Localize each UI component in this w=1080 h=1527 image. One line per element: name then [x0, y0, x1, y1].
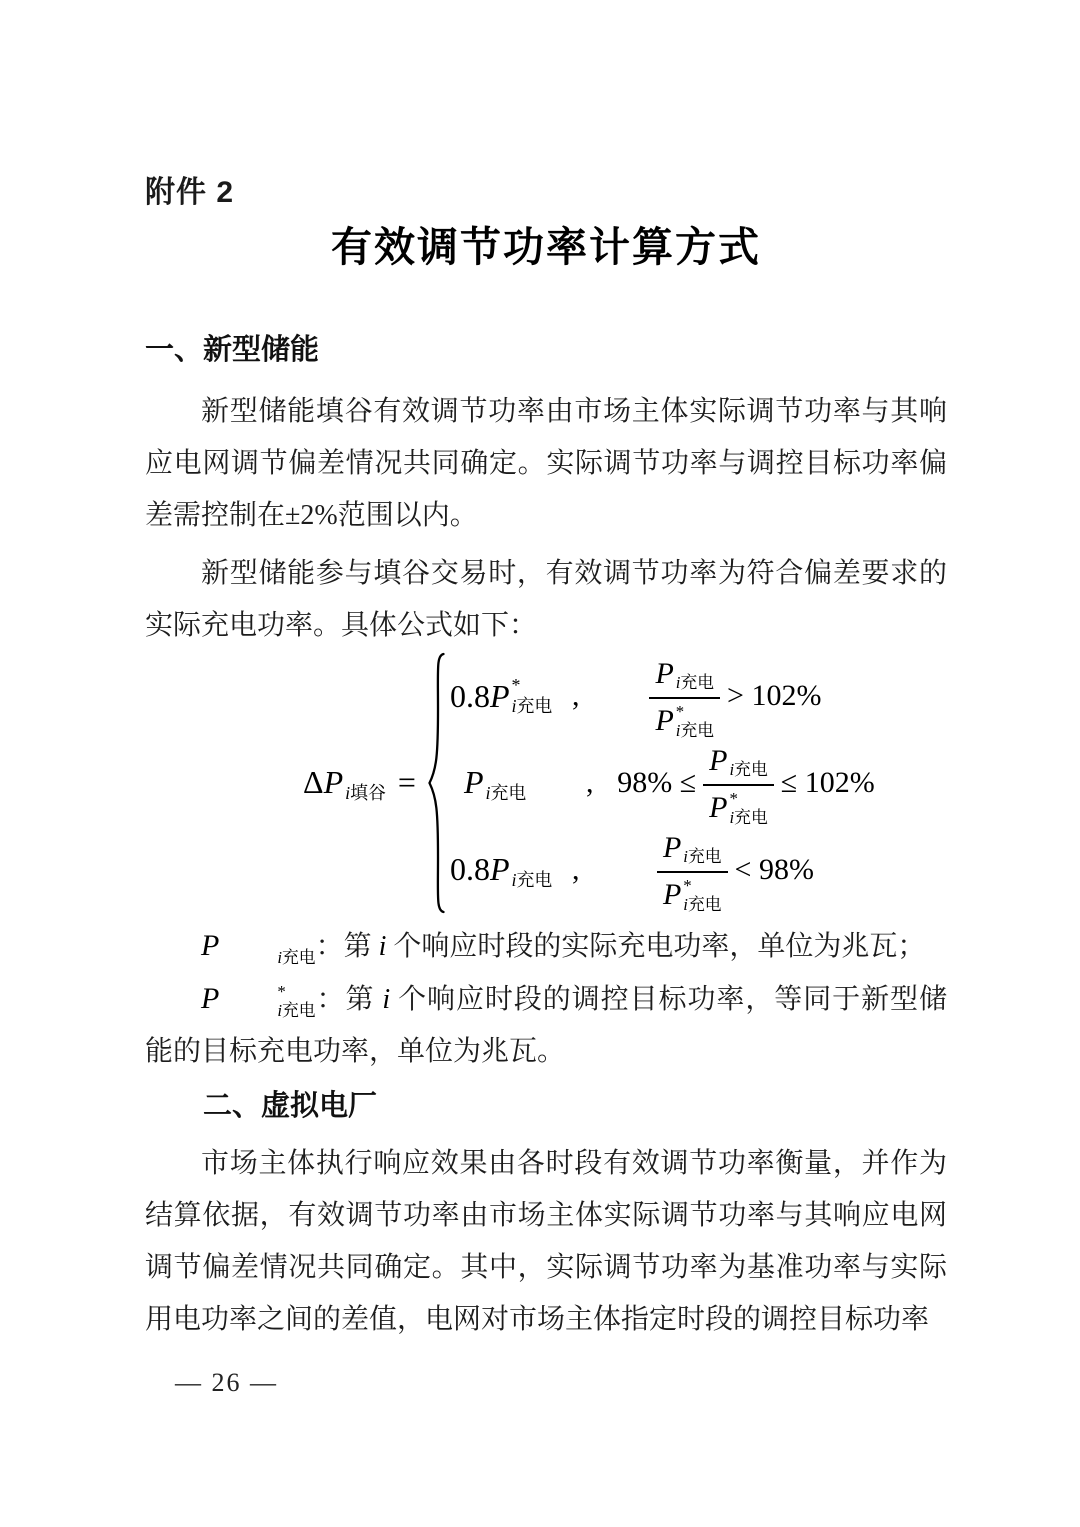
fraction-numerator: [703, 739, 774, 786]
fraction-numerator: [649, 652, 720, 699]
case-3-subscript: [512, 870, 553, 891]
numerator-scripts: [730, 741, 768, 780]
lhs-power-symbol: P: [323, 764, 344, 801]
denominator-subscript-i: i: [683, 894, 688, 914]
case-3-coefficient: 0.8: [449, 851, 490, 888]
case-2-subscript-cjk: 充电: [490, 782, 527, 803]
case-3-scripts: [512, 849, 553, 890]
case-1-coefficient: 0.8: [449, 677, 490, 714]
section-1-paragraph-1: 新型储能填谷有效调节功率由市场主体实际调节功率与其响应电网调节偏差情况共同确定。实际调节功率与调控目标功率偏差需控制在±2%范围以内。: [145, 396, 947, 531]
numerator-subscript-cjk: 充电: [687, 847, 722, 867]
definition-1-subscript-cjk: 充电: [282, 948, 316, 968]
numerator-superscript: [730, 741, 768, 760]
fraction-denominator: [655, 699, 714, 741]
case-2-subscript: [486, 783, 527, 804]
definition-1-subscript: [221, 948, 315, 967]
case-3-superscript: [512, 849, 553, 870]
denominator-subscript: [683, 895, 721, 914]
numerator-subscript-cjk: 充电: [680, 673, 715, 693]
numerator-subscript-cjk: 充电: [734, 760, 768, 780]
numerator-superscript: [683, 828, 721, 847]
case-1-comma: ,: [571, 679, 580, 712]
definition-target-power: [145, 973, 947, 1078]
case-1-value: [450, 675, 572, 716]
lhs-subscript-cjk: 填谷: [350, 782, 386, 803]
denominator-subscript: [730, 808, 768, 827]
definition-1-p: P: [201, 929, 220, 962]
case-1-fraction: [649, 652, 720, 740]
delta-symbol: Δ: [303, 764, 324, 801]
equals-sign: =: [397, 764, 416, 801]
case-2-condition: [612, 739, 880, 827]
section-1-paragraph-2: 新型储能参与填谷交易时，有效调节功率为符合偏差要求的实际充电功率。具体公式如下：: [145, 558, 947, 641]
case-1-symbol: P: [489, 677, 510, 714]
definition-1-text-tail: 个响应时段的实际充电功率，单位为兆瓦；: [386, 931, 926, 962]
definition-2-subscript-cjk: 充电: [282, 1001, 316, 1021]
definition-2-scripts: [221, 982, 315, 1021]
definition-1-text: ：第: [315, 931, 379, 962]
document-title: 有效调节功率计算方式: [331, 224, 761, 270]
case-1-subscript-i: i: [511, 696, 517, 716]
case-2-superscript: [486, 762, 527, 783]
definition-1-superscript: [221, 929, 315, 948]
case-2-scripts: [486, 762, 527, 803]
denominator-subscript-i: i: [675, 720, 681, 740]
cases-column: [450, 654, 880, 912]
case-3-condition: [598, 826, 866, 914]
definition-2-symbol: [201, 981, 316, 1021]
case-2-symbol: P: [463, 764, 484, 801]
case-3-value: [450, 849, 572, 890]
denominator-scripts: [683, 876, 721, 915]
denominator-symbol: P: [709, 791, 728, 825]
case-1-superscript: *: [511, 675, 521, 696]
numerator-symbol: P: [662, 830, 682, 864]
definition-1-symbol: [201, 929, 316, 968]
case-3-condition-suffix: < 98%: [734, 853, 814, 886]
case-3-comma: ,: [571, 853, 580, 886]
numerator-symbol: P: [709, 743, 728, 777]
case-2-condition-suffix: ≤ 102%: [780, 766, 875, 799]
attachment-label: 附件 2: [145, 176, 235, 209]
fraction-denominator: [663, 873, 722, 915]
denominator-subscript-cjk: 充电: [680, 720, 715, 740]
formula-lhs: [303, 762, 426, 803]
denominator-subscript-cjk: 充电: [687, 894, 722, 914]
section-2-heading: 二、虚拟电厂: [203, 1090, 378, 1122]
section-2-paragraph-1: 市场主体执行响应效果由各时段有效调节功率衡量，并作为结算依据，有效调节功率由市场主体实际调节功率与其响应电网调节偏差情况共同确定。其中，实际调节功率为基准功率与实际用电功率之间的差值，电网对市场主体指定时段的调控目标功率: [145, 1148, 947, 1335]
denominator-superscript: *: [675, 701, 685, 721]
definition-2-p: P: [201, 982, 220, 1015]
definition-1-scripts: [221, 929, 315, 968]
case-1-scripts: [512, 675, 553, 716]
page-number: — 26 —: [175, 1368, 278, 1397]
case-3-subscript-cjk: 充电: [516, 869, 553, 890]
numerator-subscript-i: i: [675, 673, 681, 693]
piecewise-formula: [303, 652, 947, 914]
numerator-symbol: P: [655, 656, 674, 690]
case-row-1: [450, 654, 880, 738]
definition-2-superscript: *: [277, 981, 286, 1001]
denominator-subscript-i: i: [729, 807, 735, 827]
case-2-subscript-i: i: [485, 782, 491, 803]
definition-2-text: ：第: [315, 984, 383, 1015]
case-2-fraction: [703, 739, 774, 827]
section-1-heading: 一、新型储能: [145, 334, 320, 366]
definition-2-subscript: [221, 1001, 315, 1020]
denominator-subscript-cjk: 充电: [734, 807, 768, 827]
definition-1-i-variable: i: [378, 931, 387, 962]
lhs-subscript: [345, 762, 386, 803]
case-3-fraction: [657, 826, 728, 914]
case-3-symbol: P: [489, 851, 510, 888]
case-1-condition: [598, 652, 866, 740]
lhs-subscript-text: [345, 783, 386, 804]
definition-2-subscript-i: i: [277, 1001, 282, 1021]
lhs-subscript-i: i: [345, 782, 351, 803]
case-row-2: [450, 741, 880, 825]
definition-1-subscript-i: i: [277, 948, 282, 968]
denominator-scripts: [730, 789, 768, 828]
case-2-comma: ,: [585, 766, 594, 799]
case-1-subscript: [512, 696, 553, 717]
definition-2-i-variable: i: [382, 984, 391, 1015]
denominator-superscript: *: [683, 875, 692, 895]
case-2-condition-prefix: 98% ≤: [617, 766, 697, 799]
definition-actual-power: [145, 920, 947, 973]
numerator-subscript: [730, 760, 768, 779]
denominator-superscript: *: [729, 788, 738, 808]
fraction-denominator: [709, 786, 768, 828]
denominator-subscript: [676, 721, 714, 740]
denominator-symbol: P: [662, 878, 682, 912]
lhs-superscript: [345, 762, 386, 783]
case-3-subscript-i: i: [511, 869, 517, 890]
numerator-subscript-i: i: [729, 760, 735, 780]
case-row-3: [450, 828, 880, 912]
numerator-scripts: [683, 828, 721, 867]
numerator-subscript: [683, 847, 721, 866]
case-2-value: [450, 762, 586, 803]
numerator-subscript-i: i: [683, 847, 688, 867]
denominator-scripts: [676, 702, 714, 741]
definition-2-text-tail: 个响应时段的调控目标功率，等同于新型储能的目标充电功率，单位为兆瓦。: [145, 984, 947, 1067]
left-brace: [426, 652, 446, 914]
numerator-subscript: [676, 673, 714, 692]
numerator-scripts: [676, 654, 714, 693]
case-1-subscript-cjk: 充电: [516, 696, 553, 716]
fraction-numerator: [657, 826, 728, 873]
case-1-condition-suffix: > 102%: [727, 679, 822, 712]
numerator-superscript: [676, 654, 714, 673]
denominator-symbol: P: [655, 704, 674, 738]
